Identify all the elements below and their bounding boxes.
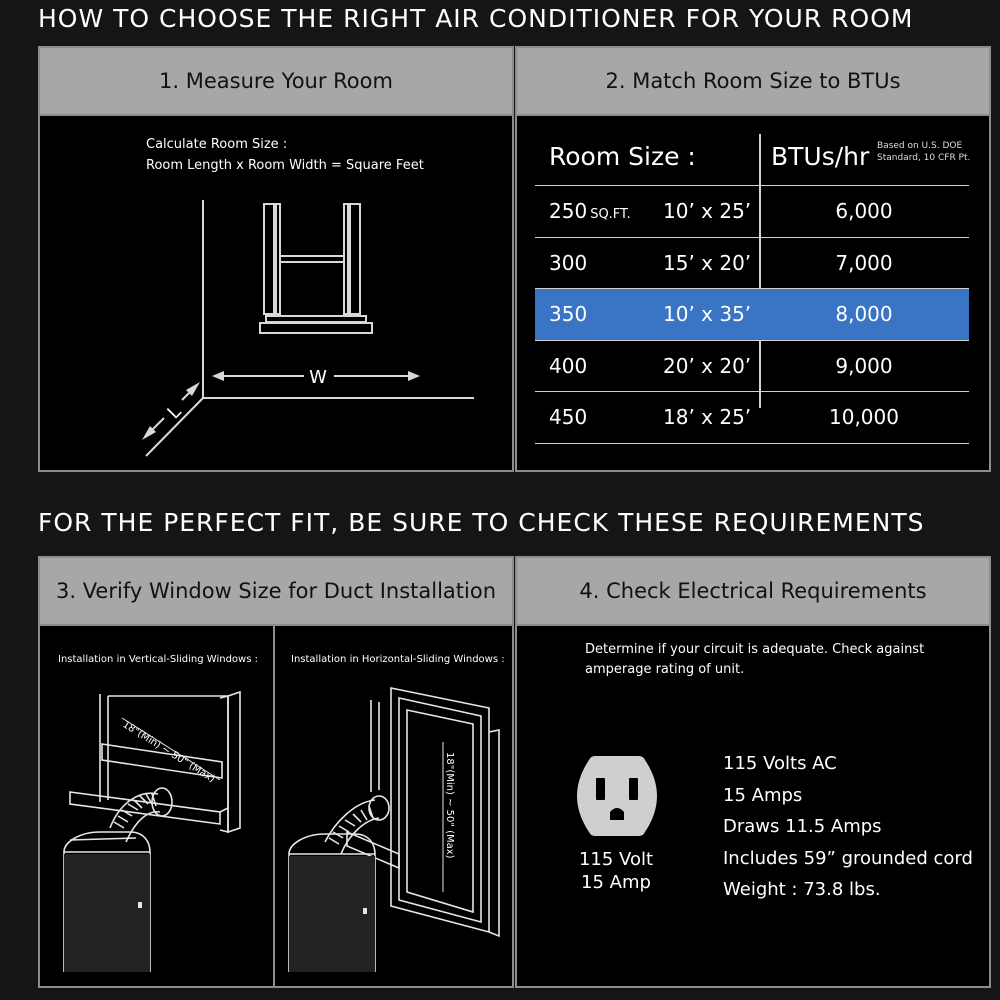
- room-dimensions: 15’ x 20’: [663, 250, 752, 275]
- room-size: 450: [549, 405, 588, 429]
- outlet-icon: [577, 754, 657, 838]
- doe-note: Based on U.S. DOE Standard, 10 CFR Pt.: [877, 141, 971, 163]
- main-heading: HOW TO CHOOSE THE RIGHT AIR CONDITIONER FOR YOUR ROOM: [38, 4, 914, 33]
- spec-item: 115 Volts AC: [723, 753, 837, 774]
- room-dimensions: 10’ x 35’: [663, 302, 752, 326]
- btu-table: [535, 134, 969, 444]
- horizontal-window-illustration: [275, 682, 512, 982]
- vertical-window-label: Installation in Vertical-Sliding Windows :: [58, 654, 258, 665]
- vertical-window-illustration: [40, 682, 275, 982]
- spec-item: Draws 11.5 Amps: [723, 816, 882, 837]
- desc-line-1: Determine if your circuit is adequate. Check against: [585, 642, 925, 657]
- measure-room-panel: [38, 46, 514, 472]
- outlet-amp: 15 Amp: [581, 872, 651, 893]
- room-size: 400: [549, 353, 588, 378]
- room-dimensions: 18’ x 25’: [663, 405, 752, 429]
- table-row: [535, 186, 969, 238]
- room-size-header: Room Size :: [549, 142, 696, 171]
- btu-value: 10,000: [829, 405, 899, 429]
- spec-item: Weight : 73.8 lbs.: [723, 879, 881, 900]
- electrical-description: [585, 640, 924, 680]
- electrical-title: 4. Check Electrical Requirements: [517, 558, 989, 626]
- room-size: 350: [549, 302, 588, 326]
- btu-panel: [515, 46, 991, 472]
- btu-value: 8,000: [835, 302, 893, 326]
- room-size: 300: [549, 250, 588, 275]
- calc-line-2: Room Length x Room Width = Square Feet: [146, 158, 424, 173]
- room-diagram: [40, 118, 512, 468]
- table-row: [535, 238, 969, 290]
- outlet-volt: 115 Volt: [578, 849, 654, 870]
- table-row: [535, 392, 969, 444]
- calc-line-1: Calculate Room Size :: [146, 137, 288, 152]
- requirements-heading: FOR THE PERFECT FIT, BE SURE TO CHECK THESE REQUIREMENTS: [38, 508, 925, 537]
- table-row-highlighted: [535, 289, 969, 341]
- horizontal-window-section: [275, 626, 512, 986]
- vertical-window-section: [40, 626, 275, 986]
- size-unit: SQ.FT.: [590, 207, 631, 222]
- spec-item: 15 Amps: [723, 784, 803, 806]
- room-dimensions: 20’ x 20’: [663, 353, 752, 378]
- window-size-title: 3. Verify Window Size for Duct Installation: [40, 558, 512, 626]
- btu-value: 9,000: [835, 353, 893, 378]
- outlet-rating: [561, 848, 671, 894]
- spec-item: Includes 59” grounded cord: [723, 847, 973, 869]
- electrical-specs: [723, 748, 973, 906]
- length-label: L: [163, 401, 186, 424]
- table-header: [535, 134, 969, 186]
- vertical-range-label: 18"(Min) ~ 50" (Max): [120, 719, 217, 786]
- horizontal-range-label: 18"(Min) ~ 50" (Max): [444, 752, 455, 859]
- room-size: 250 SQ.FT.: [549, 199, 631, 223]
- desc-line-2: amperage rating of unit.: [585, 662, 745, 677]
- electrical-panel: [515, 556, 991, 988]
- measure-room-title: 1. Measure Your Room: [40, 48, 512, 116]
- room-dimensions: 10’ x 25’: [663, 199, 752, 223]
- window-size-panel: [38, 556, 514, 988]
- btu-title: 2. Match Room Size to BTUs: [517, 48, 989, 116]
- table-row: [535, 341, 969, 393]
- btu-value: 7,000: [835, 250, 893, 275]
- btu-header: BTUs/hr: [771, 142, 870, 171]
- btu-value: 6,000: [835, 199, 893, 223]
- horizontal-window-label: Installation in Horizontal-Sliding Windows :: [291, 654, 505, 665]
- width-label: W: [309, 367, 327, 388]
